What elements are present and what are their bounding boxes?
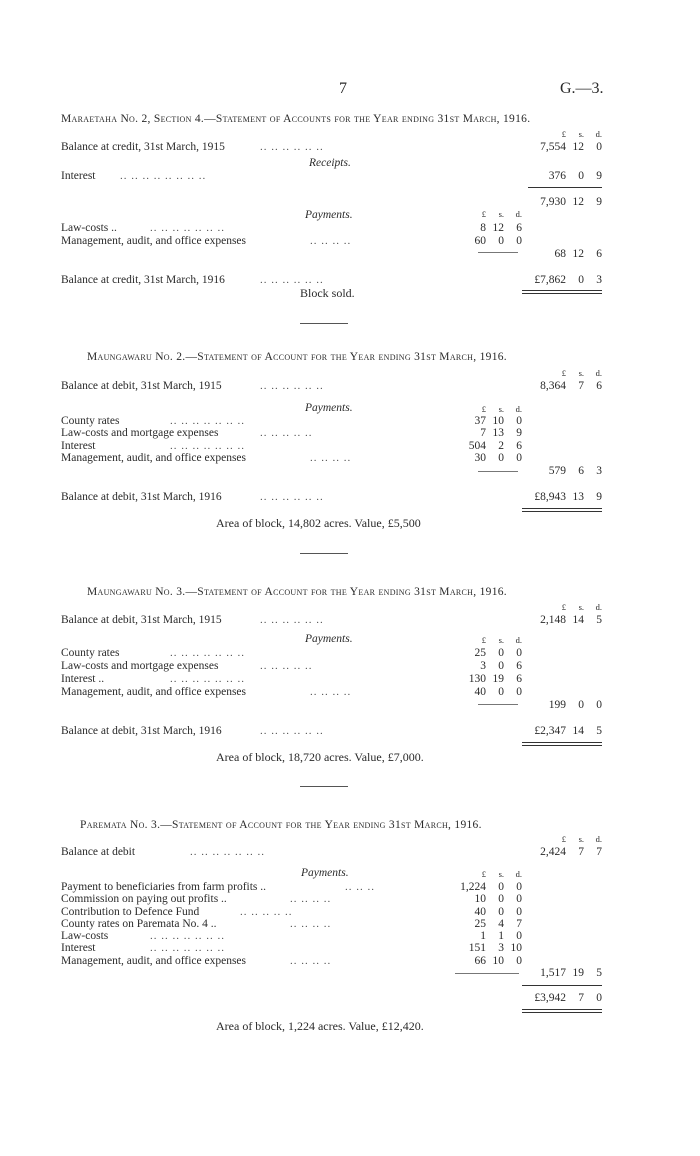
leader-dots: .. .. .. .. xyxy=(310,452,352,464)
rule xyxy=(478,252,518,253)
payment-label: County rates on Paremata No. 4 .. xyxy=(61,918,217,930)
receipt-amount: 376 0 9 xyxy=(548,170,602,182)
closing-balance-label: Balance at credit, 31st March, 1916 xyxy=(61,274,225,286)
payment-label: Commission on paying out profits .. xyxy=(61,893,227,905)
payment-amount: 504 2 6 xyxy=(468,440,522,452)
payment-amount: 30 0 0 xyxy=(474,452,522,464)
leader-dots: .. .. .. .. .. .. xyxy=(260,274,324,286)
payment-amount: 130 19 6 xyxy=(468,673,522,685)
opening-balance-amount: 2,148 14 5 xyxy=(540,614,602,626)
leader-dots: .. .. .. .. .. .. .. xyxy=(150,222,225,234)
currency-header: £ s. d. xyxy=(481,209,522,219)
rule xyxy=(522,985,602,986)
payments-heading: Payments. xyxy=(305,633,353,645)
leader-dots: .. .. .. .. .. .. xyxy=(260,491,324,503)
opening-balance-label: Balance at credit, 31st March, 1915 xyxy=(61,141,225,153)
currency-header: £ s. d. xyxy=(481,869,522,879)
payment-label: Management, audit, and office expenses xyxy=(61,235,246,247)
payment-label: Management, audit, and office expenses xyxy=(61,955,246,967)
opening-balance-label: Balance at debit xyxy=(61,846,136,858)
currency-header: £ s. d. xyxy=(561,368,602,378)
leader-dots: .. .. .. .. .. xyxy=(260,427,313,439)
closing-balance-amount: £2,347 14 5 xyxy=(534,725,602,737)
leader-dots: .. .. .. .. .. .. .. xyxy=(190,846,265,858)
leader-dots: .. .. .. .. .. .. xyxy=(260,614,324,626)
closing-balance-amount: £8,943 13 9 xyxy=(534,491,602,503)
payment-label: Payment to beneficiaries from farm profits .. xyxy=(61,881,267,893)
block-note: Area of block, 1,224 acres. Value, £12,420. xyxy=(216,1019,424,1033)
leader-dots: .. .. .. .. xyxy=(290,918,332,930)
section-title: Maraetaha No. 2, Section 4.—Statement of Accounts for the Year ending 31st March, 1916. xyxy=(61,113,531,125)
closing-balance-amount: £3,942 7 0 xyxy=(534,992,602,1004)
leader-dots: .. .. .. .. .. .. xyxy=(260,725,324,737)
payment-amount: 8 12 6 xyxy=(480,222,522,234)
payments-total-amount: 199 0 0 xyxy=(548,699,602,711)
payment-label: Management, audit, and office expenses xyxy=(61,686,246,698)
leader-dots: .. .. .. .. xyxy=(290,893,332,905)
leader-dots: .. .. .. .. .. .. .. .. xyxy=(120,170,207,182)
document-code: G.—3. xyxy=(560,80,604,97)
payment-label: Interest xyxy=(61,440,96,452)
payment-amount: 37 10 0 xyxy=(474,415,522,427)
payment-label: Management, audit, and office expenses xyxy=(61,452,246,464)
payment-amount: 1,224 0 0 xyxy=(460,881,522,893)
leader-dots: .. .. .. .. xyxy=(310,686,352,698)
rule xyxy=(522,293,602,294)
section-divider xyxy=(300,553,348,554)
payment-amount: 10 0 0 xyxy=(474,893,522,905)
receipts-heading: Receipts. xyxy=(309,157,351,169)
leader-dots: .. .. .. .. .. .. .. xyxy=(170,647,245,659)
rule xyxy=(478,471,518,472)
receipt-label: Interest xyxy=(61,170,96,182)
payment-label: Contribution to Defence Fund xyxy=(61,906,200,918)
rule xyxy=(522,1009,602,1010)
payment-label: County rates xyxy=(61,647,120,659)
payments-total-amount: 68 12 6 xyxy=(554,248,602,260)
leader-dots: .. .. .. .. .. .. xyxy=(260,380,324,392)
leader-dots: .. .. .. xyxy=(345,881,375,893)
rule xyxy=(522,511,602,512)
opening-balance-amount: 7,554 12 0 xyxy=(540,141,602,153)
section-title: Paremata No. 3.—Statement of Account for the Year ending 31st March, 1916. xyxy=(80,819,482,831)
opening-balance-label: Balance at debit, 31st March, 1915 xyxy=(61,380,222,392)
opening-balance-amount: 2,424 7 7 xyxy=(540,846,602,858)
payment-amount: 3 0 6 xyxy=(480,660,522,672)
payment-amount: 40 0 0 xyxy=(474,906,522,918)
payment-label: Interest .. xyxy=(61,673,105,685)
payment-amount: 1 1 0 xyxy=(480,930,522,942)
payments-heading: Payments. xyxy=(305,402,353,414)
payment-label: County rates xyxy=(61,415,120,427)
currency-header: £ s. d. xyxy=(561,129,602,139)
payment-amount: 40 0 0 xyxy=(474,686,522,698)
leader-dots: .. .. .. .. .. xyxy=(260,660,313,672)
payments-heading: Payments. xyxy=(301,867,349,879)
leader-dots: .. .. .. .. xyxy=(290,955,332,967)
leader-dots: .. .. .. .. .. xyxy=(240,906,293,918)
subtotal-amount: 7,930 12 9 xyxy=(540,196,602,208)
page-number: 7 xyxy=(339,80,347,97)
currency-header: £ s. d. xyxy=(481,635,522,645)
section-title: Maungawaru No. 3.—Statement of Account for the Year ending 31st March, 1916. xyxy=(87,586,507,598)
rule xyxy=(522,745,602,746)
opening-balance-amount: 8,364 7 6 xyxy=(540,380,602,392)
rule xyxy=(478,704,518,705)
payment-label: Law-costs .. xyxy=(61,222,117,234)
section-title: Maungawaru No. 2.—Statement of Account for the Year ending 31st March, 1916. xyxy=(87,351,507,363)
payment-label: Law-costs and mortgage expenses xyxy=(61,427,219,439)
rule xyxy=(522,742,602,743)
payment-amount: 151 3 10 xyxy=(468,942,522,954)
rule xyxy=(455,973,519,974)
payment-label: Law-costs and mortgage expenses xyxy=(61,660,219,672)
payment-label: Law-costs xyxy=(61,930,109,942)
block-note: Area of block, 14,802 acres. Value, £5,500 xyxy=(216,516,421,530)
payment-amount: 25 4 7 xyxy=(474,918,522,930)
leader-dots: .. .. .. .. .. .. .. xyxy=(150,942,225,954)
leader-dots: .. .. .. .. .. .. xyxy=(260,141,324,153)
leader-dots: .. .. .. .. .. .. .. xyxy=(170,415,245,427)
payments-total-amount: 1,517 19 5 xyxy=(540,967,602,979)
rule xyxy=(522,508,602,509)
section-divider xyxy=(300,786,348,787)
currency-header: £ s. d. xyxy=(561,602,602,612)
payments-total-amount: 579 6 3 xyxy=(548,465,602,477)
payment-amount: 66 10 0 xyxy=(474,955,522,967)
payment-label: Interest xyxy=(61,942,96,954)
payment-amount: 25 0 0 xyxy=(474,647,522,659)
rule xyxy=(522,1012,602,1013)
currency-header: £ s. d. xyxy=(561,834,602,844)
section-divider xyxy=(300,323,348,324)
leader-dots: .. .. .. .. .. .. .. xyxy=(150,930,225,942)
rule xyxy=(528,187,602,188)
payment-amount: 7 13 9 xyxy=(480,427,522,439)
payments-heading: Payments. xyxy=(305,209,353,221)
block-note: Block sold. xyxy=(300,286,355,300)
closing-balance-label: Balance at debit, 31st March, 1916 xyxy=(61,725,222,737)
currency-header: £ s. d. xyxy=(481,404,522,414)
leader-dots: .. .. .. .. xyxy=(310,235,352,247)
payment-amount: 60 0 0 xyxy=(474,235,522,247)
leader-dots: .. .. .. .. .. .. .. xyxy=(170,440,245,452)
closing-balance-amount: £7,862 0 3 xyxy=(534,274,602,286)
opening-balance-label: Balance at debit, 31st March, 1915 xyxy=(61,614,222,626)
block-note: Area of block, 18,720 acres. Value, £7,000. xyxy=(216,750,424,764)
closing-balance-label: Balance at debit, 31st March, 1916 xyxy=(61,491,222,503)
rule xyxy=(522,290,602,291)
leader-dots: .. .. .. .. .. .. .. xyxy=(170,673,245,685)
